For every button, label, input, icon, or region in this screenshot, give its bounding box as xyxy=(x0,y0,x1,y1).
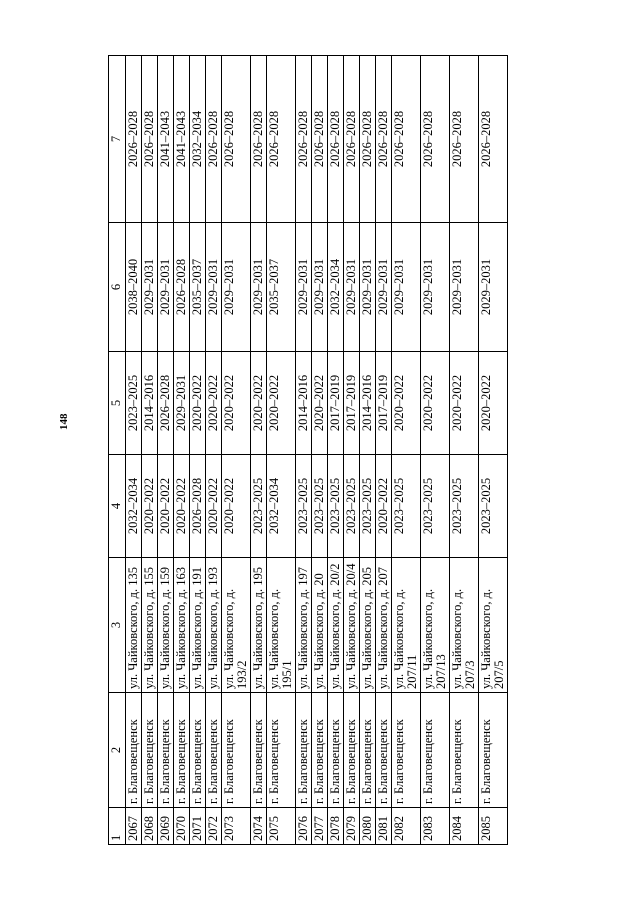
period-col6: 2038–2040 xyxy=(126,223,142,352)
address-cell: ул. Чайковского, д. 155 xyxy=(142,558,158,693)
period-col4: 2023–2025 xyxy=(479,455,508,558)
period-col4: 2023–2025 xyxy=(392,455,421,558)
address-cell: ул. Чайковского, д. 207 xyxy=(376,558,392,693)
table-row xyxy=(392,56,421,845)
period-col5: 2020–2022 xyxy=(312,352,328,455)
row-number: 2083 xyxy=(421,808,450,845)
period-col4: 2020–2022 xyxy=(376,455,392,558)
schedule-table xyxy=(108,55,508,845)
row-number: 2069 xyxy=(158,808,174,845)
period-col7: 2026–2028 xyxy=(251,56,267,223)
city-cell: г. Благовещенск xyxy=(158,693,174,808)
city-cell: г. Благовещенск xyxy=(450,693,479,808)
city-cell: г. Благовещенск xyxy=(328,693,344,808)
address-cell: ул. Чайковского, д. 159 xyxy=(158,558,174,693)
city-cell: г. Благовещенск xyxy=(174,693,190,808)
address-cell: ул. Чайковского, д. 193/2 xyxy=(222,558,251,693)
period-col7: 2026–2028 xyxy=(392,56,421,223)
city-cell: г. Благовещенск xyxy=(296,693,312,808)
period-col5: 2017–2019 xyxy=(328,352,344,455)
col-header-5: 5 xyxy=(109,352,126,455)
city-cell: г. Благовещенск xyxy=(206,693,222,808)
period-col6: 2035–2037 xyxy=(267,223,296,352)
period-col4: 2023–2025 xyxy=(328,455,344,558)
row-number: 2081 xyxy=(376,808,392,845)
period-col6: 2029–2031 xyxy=(392,223,421,352)
period-col7: 2026–2028 xyxy=(421,56,450,223)
row-number: 2068 xyxy=(142,808,158,845)
col-header-7: 7 xyxy=(109,56,126,223)
table-row xyxy=(267,56,296,845)
period-col6: 2029–2031 xyxy=(360,223,376,352)
period-col4: 2032–2034 xyxy=(126,455,142,558)
period-col5: 2020–2022 xyxy=(421,352,450,455)
address-cell: ул. Чайковского, д. 163 xyxy=(174,558,190,693)
period-col6: 2026–2028 xyxy=(174,223,190,352)
period-col5: 2029–2031 xyxy=(174,352,190,455)
row-number: 2077 xyxy=(312,808,328,845)
period-col7: 2026–2028 xyxy=(206,56,222,223)
row-number: 2082 xyxy=(392,808,421,845)
city-cell: г. Благовещенск xyxy=(421,693,450,808)
row-number: 2074 xyxy=(251,808,267,845)
period-col7: 2026–2028 xyxy=(126,56,142,223)
table-row xyxy=(251,56,267,845)
period-col6: 2029–2031 xyxy=(296,223,312,352)
period-col4: 2023–2025 xyxy=(312,455,328,558)
period-col7: 2026–2028 xyxy=(450,56,479,223)
address-cell: ул. Чайковского, д. 195/1 xyxy=(267,558,296,693)
row-number: 2073 xyxy=(222,808,251,845)
row-number: 2072 xyxy=(206,808,222,845)
period-col5: 2020–2022 xyxy=(206,352,222,455)
table-row xyxy=(312,56,328,845)
address-cell: ул. Чайковского, д. 193 xyxy=(206,558,222,693)
period-col5: 2017–2019 xyxy=(376,352,392,455)
row-number: 2085 xyxy=(479,808,508,845)
period-col6: 2035–2037 xyxy=(190,223,206,352)
row-number: 2071 xyxy=(190,808,206,845)
period-col7: 2026–2028 xyxy=(222,56,251,223)
address-cell: ул. Чайковского, д. 207/3 xyxy=(450,558,479,693)
period-col4: 2023–2025 xyxy=(421,455,450,558)
period-col6: 2032–2034 xyxy=(328,223,344,352)
period-col6: 2029–2031 xyxy=(251,223,267,352)
period-col5: 2014–2016 xyxy=(142,352,158,455)
row-number: 2067 xyxy=(126,808,142,845)
period-col5: 2020–2022 xyxy=(267,352,296,455)
city-cell: г. Благовещенск xyxy=(344,693,360,808)
period-col4: 2023–2025 xyxy=(450,455,479,558)
address-cell: ул. Чайковского, д. 20/2 xyxy=(328,558,344,693)
period-col7: 2026–2028 xyxy=(360,56,376,223)
city-cell: г. Благовещенск xyxy=(126,693,142,808)
city-cell: г. Благовещенск xyxy=(142,693,158,808)
table-row xyxy=(296,56,312,845)
address-cell: ул. Чайковского, д. 195 xyxy=(251,558,267,693)
address-cell: ул. Чайковского, д. 207/5 xyxy=(479,558,508,693)
period-col4: 2023–2025 xyxy=(344,455,360,558)
city-cell: г. Благовещенск xyxy=(360,693,376,808)
period-col6: 2029–2031 xyxy=(479,223,508,352)
row-number: 2078 xyxy=(328,808,344,845)
city-cell: г. Благовещенск xyxy=(190,693,206,808)
period-col4: 2020–2022 xyxy=(222,455,251,558)
period-col5: 2020–2022 xyxy=(450,352,479,455)
table-row xyxy=(190,56,206,845)
address-cell: ул. Чайковского, д. 207/13 xyxy=(421,558,450,693)
period-col4: 2020–2022 xyxy=(174,455,190,558)
period-col7: 2026–2028 xyxy=(344,56,360,223)
period-col5: 2020–2022 xyxy=(190,352,206,455)
period-col5: 2020–2022 xyxy=(251,352,267,455)
table-row xyxy=(479,56,508,845)
period-col6: 2029–2031 xyxy=(142,223,158,352)
period-col5: 2023–2025 xyxy=(126,352,142,455)
col-header-1: 1 xyxy=(109,808,126,845)
city-cell: г. Благовещенск xyxy=(376,693,392,808)
city-cell: г. Благовещенск xyxy=(392,693,421,808)
period-col4: 2023–2025 xyxy=(360,455,376,558)
period-col7: 2026–2028 xyxy=(328,56,344,223)
period-col5: 2017–2019 xyxy=(344,352,360,455)
header-row xyxy=(109,56,126,845)
address-cell: ул. Чайковского, д. 20/4 xyxy=(344,558,360,693)
row-number: 2084 xyxy=(450,808,479,845)
table-row xyxy=(450,56,479,845)
row-number: 2075 xyxy=(267,808,296,845)
col-header-3: 3 xyxy=(109,558,126,693)
table-row xyxy=(328,56,344,845)
table-row xyxy=(158,56,174,845)
row-number: 2070 xyxy=(174,808,190,845)
table-row xyxy=(376,56,392,845)
address-cell: ул. Чайковского, д. 197 xyxy=(296,558,312,693)
period-col6: 2029–2031 xyxy=(222,223,251,352)
period-col7: 2026–2028 xyxy=(479,56,508,223)
period-col6: 2029–2031 xyxy=(421,223,450,352)
city-cell: г. Благовещенск xyxy=(312,693,328,808)
city-cell: г. Благовещенск xyxy=(222,693,251,808)
period-col5: 2020–2022 xyxy=(222,352,251,455)
table-row xyxy=(421,56,450,845)
period-col4: 2020–2022 xyxy=(142,455,158,558)
period-col6: 2029–2031 xyxy=(344,223,360,352)
table-row xyxy=(126,56,142,845)
city-cell: г. Благовещенск xyxy=(479,693,508,808)
period-col5: 2020–2022 xyxy=(392,352,421,455)
table-row xyxy=(344,56,360,845)
period-col4: 2026–2028 xyxy=(190,455,206,558)
col-header-6: 6 xyxy=(109,223,126,352)
period-col6: 2029–2031 xyxy=(312,223,328,352)
col-header-2: 2 xyxy=(109,693,126,808)
period-col7: 2026–2028 xyxy=(312,56,328,223)
address-cell: ул. Чайковского, д. 205 xyxy=(360,558,376,693)
page-number: 148 xyxy=(58,413,70,430)
period-col4: 2023–2025 xyxy=(296,455,312,558)
period-col6: 2029–2031 xyxy=(450,223,479,352)
table-row xyxy=(174,56,190,845)
table-row xyxy=(360,56,376,845)
period-col6: 2029–2031 xyxy=(158,223,174,352)
period-col5: 2020–2022 xyxy=(479,352,508,455)
period-col4: 2023–2025 xyxy=(251,455,267,558)
address-cell: ул. Чайковского, д. 20 xyxy=(312,558,328,693)
period-col5: 2014–2016 xyxy=(360,352,376,455)
period-col4: 2020–2022 xyxy=(206,455,222,558)
period-col5: 2014–2016 xyxy=(296,352,312,455)
period-col7: 2032–2034 xyxy=(190,56,206,223)
row-number: 2076 xyxy=(296,808,312,845)
period-col7: 2026–2028 xyxy=(142,56,158,223)
table-row xyxy=(206,56,222,845)
table-row xyxy=(142,56,158,845)
period-col7: 2026–2028 xyxy=(376,56,392,223)
period-col7: 2041–2043 xyxy=(158,56,174,223)
period-col4: 2020–2022 xyxy=(158,455,174,558)
period-col7: 2026–2028 xyxy=(267,56,296,223)
period-col6: 2029–2031 xyxy=(376,223,392,352)
city-cell: г. Благовещенск xyxy=(267,693,296,808)
period-col6: 2029–2031 xyxy=(206,223,222,352)
col-header-4: 4 xyxy=(109,455,126,558)
period-col7: 2026–2028 xyxy=(296,56,312,223)
address-cell: ул. Чайковского, д. 135 xyxy=(126,558,142,693)
period-col7: 2041–2043 xyxy=(174,56,190,223)
address-cell: ул. Чайковского, д. 191 xyxy=(190,558,206,693)
row-number: 2079 xyxy=(344,808,360,845)
table-body xyxy=(126,56,508,845)
rotated-table-container xyxy=(108,55,588,845)
address-cell: ул. Чайковского, д. 207/11 xyxy=(392,558,421,693)
period-col4: 2032–2034 xyxy=(267,455,296,558)
period-col5: 2026–2028 xyxy=(158,352,174,455)
table-row xyxy=(222,56,251,845)
row-number: 2080 xyxy=(360,808,376,845)
city-cell: г. Благовещенск xyxy=(251,693,267,808)
